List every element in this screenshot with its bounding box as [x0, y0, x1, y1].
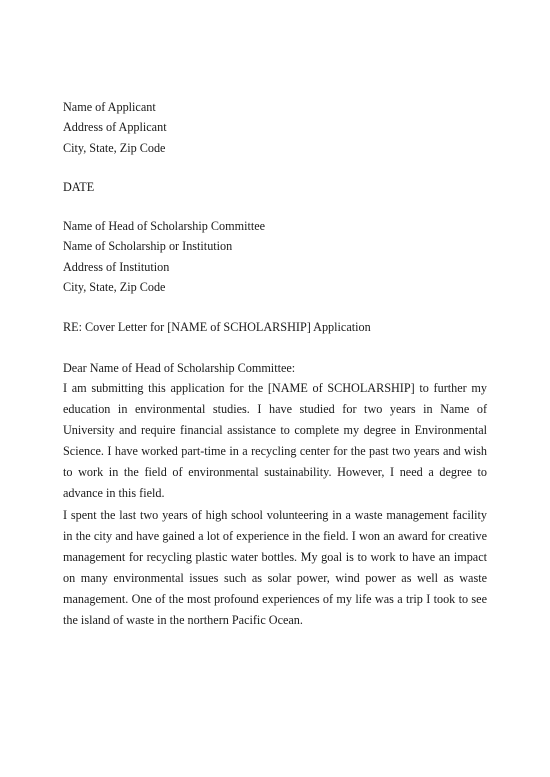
- applicant-block: [63, 97, 487, 158]
- applicant-name: Name of Applicant: [63, 100, 156, 114]
- salutation: Dear Name of Head of Scholarship Committee:: [63, 360, 296, 375]
- recipient-block: [63, 216, 487, 297]
- date-block: [63, 177, 487, 197]
- recipient-institution: Name of Scholarship or Institution: [63, 239, 233, 254]
- applicant-city-state-zip: City, State, Zip Code: [63, 140, 166, 155]
- salutation-block: [63, 358, 487, 378]
- body-paragraph-2: I spent the last two years of high school volunteering in a waste management facility in the city and have gained a lot of experience in the field. I won an award for creative management for recycling plastic water bottles. My goal is to work to have an impact on many environmental issues such as solar power, wind power as well as waste management. One of the most profound experiences of my life was a trip I took to see the island of waste in the northern Pacific Ocean.: [63, 507, 487, 627]
- recipient-address: Address of Institution: [63, 259, 170, 274]
- recipient-city-state-zip: City, State, Zip Code: [63, 280, 166, 295]
- subject-block: [63, 317, 487, 337]
- body-paragraph-1: I am submitting this application for the [NAME of SCHOLARSHIP] to further my education in environmental studies. I have studied for two years in Name of University and require financial assistance to complete my degree in Environmental Science. I have worked part-time in a recycling center for the past two years and wish to work in the field of environmental sustainability. However, I need a degree to advance in this field.: [63, 380, 487, 501]
- letter-date: DATE: [63, 179, 95, 194]
- subject-line: RE: Cover Letter for [NAME of SCHOLARSHIP] Application: [63, 320, 371, 335]
- recipient-head: Name of Head of Scholarship Committee: [63, 219, 266, 234]
- applicant-address: Address of Applicant: [63, 120, 167, 135]
